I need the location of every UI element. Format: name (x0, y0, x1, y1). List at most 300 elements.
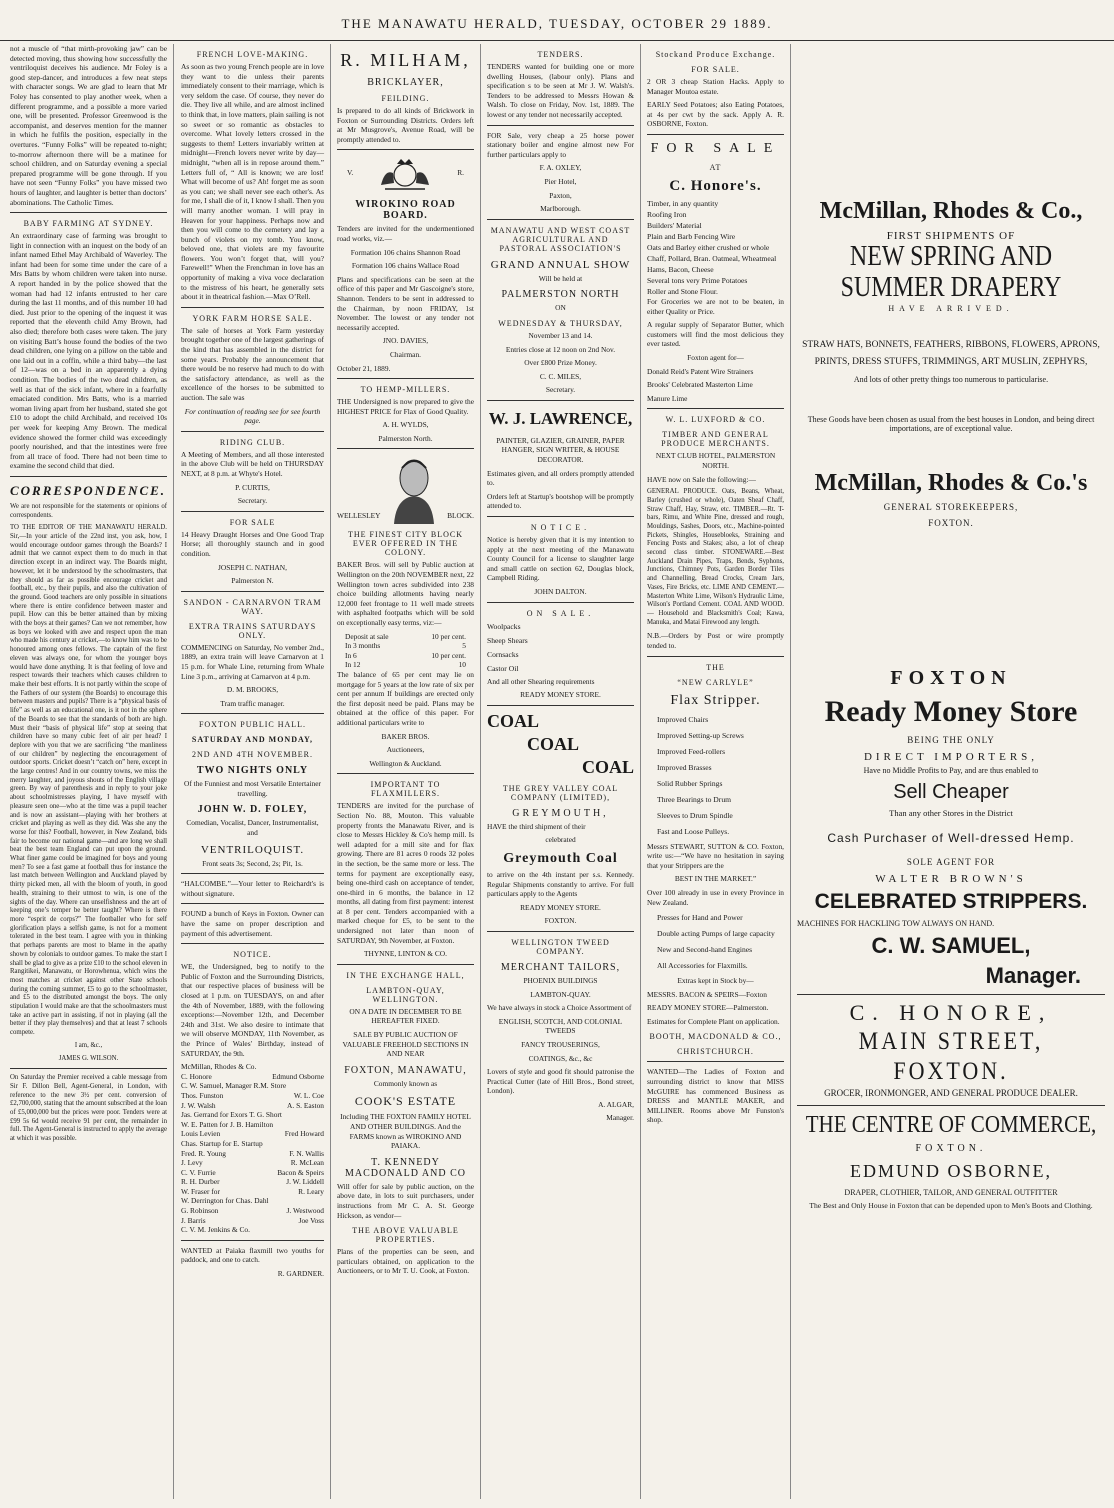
signatory-row (181, 1120, 324, 1130)
newspaper-title: THE MANAWATU HERALD, TUESDAY, OCTOBER 29 1889. (341, 16, 773, 31)
signatory-row (181, 1216, 324, 1226)
ad-wire-strainers: Donald Reid's Patent Wire Strainers (647, 366, 754, 376)
ad-wirokino-details: Plans and specifications can be seen at the office of this paper and Mr Gascoigne's store, Shannon. Tenders to be sent in addressed to the Chairman, by noon FRIDAY, 1st November. The lowest or any tender not necessarily accepted. (337, 274, 474, 332)
ad-wanted-ladies: WANTED—The Ladies of Foxton and surrounding district to know that MISS McGUIRE has commenced Business as DRESS and MANTLE MAKER, and MILLINER. Rooms above Mr Funston's shop. (647, 1067, 784, 1125)
heading-bricklayer: BRICKLAYER, (367, 77, 444, 88)
signatory-name: J. Levy (181, 1158, 203, 1168)
divider (181, 1240, 324, 1241)
ad-date: October 21, 1889. (337, 363, 391, 373)
heading-luxford: W. L. LUXFORD & CO. (665, 415, 766, 425)
terms-row (337, 651, 474, 661)
ad-known-as: Commonly known as (373, 1078, 438, 1088)
ad-wirokino-work-2: Formation 106 chains Wallace Road (351, 261, 460, 271)
ad-will-offer: Will offer for sale by public auction, on the above date, in lots to suit purchasers, under instructions from Mr C. A. St. George Hickson, as vendor— (337, 1181, 474, 1220)
ad-signature-title: Secretary. (545, 385, 576, 395)
coal-heading-1: COAL (487, 710, 540, 731)
divider (487, 602, 634, 603)
ad-signature-place: Wellington & Auckland. (369, 758, 442, 768)
signatory-row (181, 1072, 324, 1082)
terms-row (337, 632, 474, 642)
ad-than-any: Than any other Stores in the District (889, 808, 1013, 819)
heading-foxton: FOXTON. (928, 517, 974, 528)
ad-tweeds: ENGLISH, SCOTCH, AND COLONIAL TWEEDS (498, 1016, 623, 1036)
divider (337, 378, 474, 379)
stripper-feature: Sleeves to Drum Spindle (657, 810, 733, 820)
ad-signature-title: Palmerston N. (231, 576, 274, 586)
ad-signature-title: Manager. (606, 1113, 634, 1123)
divider (181, 307, 324, 308)
heading-notice: NOTICE. (233, 950, 272, 960)
heading-grey-valley: THE GREY VALLEY COAL COMPANY (LIMITED), (502, 783, 619, 802)
divider (337, 448, 474, 449)
ad-signature-line: Paxton, (549, 190, 572, 200)
signatory-name: C. V. M. Jenkins & Co. (181, 1225, 250, 1235)
honore-stock-list (647, 198, 784, 297)
signatory-row (181, 1149, 324, 1159)
stock-item: Builders' Material (647, 220, 702, 230)
signatory-name: J. W. Walsh (181, 1100, 216, 1110)
ad-seed-potatoes: EARLY Seed Potatoes; also Eating Potatoes, at 4s per cwt by the sack. Apply A. R. OSBORNE, Foxton. (647, 100, 784, 129)
ad-signature-line: Marlborough. (540, 204, 581, 214)
column-2 (175, 44, 331, 1499)
heading-palmerston: PALMERSTON NORTH (501, 289, 620, 301)
terms-cell: In 12 (345, 660, 361, 670)
royal-crest-row (337, 155, 474, 193)
heading-york-farm: YORK FARM HORSE SALE. (192, 313, 313, 323)
heading-foxton: FOXTON. (915, 1142, 987, 1154)
heading-sell-cheaper: Sell Cheaper (893, 781, 1009, 804)
signatory-name: Joe Voss (298, 1215, 324, 1225)
stock-item: Oats and Barley either crushed or whole (647, 242, 770, 252)
ad-drapery-source: These Goods have been chosen as usual from the best houses in London, and being direct importations, are of exceptional value. (807, 414, 1095, 434)
divider (487, 400, 634, 401)
terms-cell: In 3 months (345, 641, 381, 651)
ad-signature-title: Auctioneers, (386, 745, 425, 755)
ad-butter: A regular supply of Separator Butter, which customers will find the most delicious they ever tasted. (647, 320, 784, 349)
signatory-row (181, 1062, 324, 1072)
ad-practical-cutter: Lovers of style and good fit should patronise the Practical Cutter (late of Hill Bros., Bond street, London). (487, 1067, 634, 1096)
ad-plans: Plans of the properties can be seen, and particulars obtained, on application to the Auctioneers, or to Mr T. U. Cook, at Foxton. (337, 1247, 474, 1276)
signatory-name: Jas. Gerrand for Exors T. G. Short (181, 1110, 282, 1120)
heading-main-street: MAIN STREET, FOXTON. (858, 1025, 1044, 1085)
heading-foxton-manawatu: FOXTON, MANAWATU, (344, 1064, 467, 1076)
heading-timber-merchants: TIMBER AND GENERAL PRODUCE MERCHANTS. (661, 430, 770, 449)
signatory-name: Chas. Startup for E. Startup (181, 1138, 263, 1148)
heading-milham: R. MILHAM, (340, 50, 471, 70)
heading-tenders: TENDERS. (537, 50, 584, 59)
heading-greymouth: GREYMOUTH, (512, 807, 609, 819)
heading-cooks-estate: COOK'S ESTATE (354, 1094, 457, 1109)
ad-bricklayer: Is prepared to do all kinds of Brickwork in Foxton or Surrounding Districts. Orders left at Mr Musgrove's, Avenue Road, will be promptly attended to. (337, 106, 474, 144)
portrait-caption-right: BLOCK. (447, 510, 474, 520)
ad-including: Including THE FOXTON FAMILY HOTEL AND OTHER BUILDINGS. And the FARMS known as WIROKINO AND PAIAKA. (340, 1112, 471, 1151)
stock-item: Roofing Iron (647, 209, 687, 219)
divider (181, 873, 324, 874)
heading-honores: C. Honore's. (669, 177, 762, 194)
heading-ready-money-store: Ready Money Store (824, 694, 1078, 728)
heading-dates-sub: 2ND AND 4TH NOVEMBER. (192, 750, 313, 760)
heading-riding-club: RIDING CLUB. (219, 437, 286, 447)
coal-heading-2: COAL (527, 733, 580, 754)
terms-cell: Deposit at sale (345, 631, 389, 641)
ad-signature: JOHN DALTON. (534, 587, 587, 596)
stripper-feature: Fast and Loose Pulleys. (657, 826, 730, 836)
heading-mcmillan-rhodes-co: McMillan, Rhodes & Co.'s (814, 469, 1088, 496)
terms-cell: 5 (462, 641, 466, 651)
ad-date-december: ON A DATE IN DECEMBER TO BE HEREAFTER FIXED. (349, 1006, 462, 1026)
ad-signature-title: Chairman. (390, 349, 421, 359)
heading-correspondence: CORRESPONDENCE. (10, 482, 167, 498)
ad-signature: P. CURTIS, (235, 482, 270, 492)
signatory-row (181, 1091, 324, 1101)
notice-half-holiday: WE, the Undersigned, beg to notify to the Public of Foxton and the Surrounding Districts, that our respective places of business will be closed at 1 p.m. on TUESDAYS, on and after the 4th of November, 1889, with the following exceptions:—November 12th, and December 24th and 31st. We also desire to intimate that we will observe MONDAY, 11th November, as the Prince of Wales' Birthday, instead of SATURDAY, the 9th. (181, 962, 324, 1058)
heading-christchurch: CHRISTCHURCH. (677, 1047, 754, 1057)
press-item: All Accessories for Flaxmills. (657, 961, 748, 971)
heading-performer: JOHN W. D. FOLEY, (197, 804, 308, 816)
heading-public-hall: FOXTON PUBLIC HALL. (198, 720, 307, 730)
heading-at: AT (709, 162, 722, 172)
signatory-row (181, 1129, 324, 1139)
heading-finest-block: THE FINEST CITY BLOCK EVER OFFERED IN THE COLONY. (348, 530, 463, 558)
divider (797, 1105, 1105, 1106)
ad-prize-money: Over £800 Prize Money. (524, 358, 597, 368)
heading-booth-macdonald: BOOTH, MACDONALD & CO., (649, 1032, 782, 1042)
heading-walter-brown: WALTER BROWN'S (875, 872, 1027, 885)
column-3 (331, 44, 481, 1499)
divider (487, 125, 634, 126)
heading-edmund-osborne: EDMUND OSBORNE, (849, 1160, 1052, 1181)
ad-testimonial: Messrs STEWART, SUTTON & CO. Foxton, write us:—“We have no hesitation in saying that your Strippers are the (647, 841, 784, 870)
heading-greymouth-coal: Greymouth Coal (503, 850, 618, 866)
signatory-row (181, 1168, 324, 1178)
ad-signature: R. GARDNER. (277, 1269, 324, 1279)
heading-sole-agent: SOLE AGENT FOR (906, 856, 996, 867)
royal-crest-icon (375, 155, 435, 193)
ad-best-in-market: BEST IN THE MARKET.” (674, 874, 757, 884)
ad-signature: JOSEPH C. NATHAN, (218, 562, 287, 572)
ad-ready-money-palmerston: READY MONEY STORE—Palmerston. (647, 1003, 769, 1013)
divider (181, 713, 324, 714)
signatory-row (181, 1206, 324, 1216)
divider (487, 931, 634, 932)
ad-tenders-houses: TENDERS wanted for building one or more dwelling Houses, (labour only). Plans and specification s to be seen at Mr J. W. Walsh's. Tenders to be addressed to Messrs Howan & Walsh. To close on Friday, Nov. 1st, 1889. The lowest or any tender not necessarily accepted. (487, 62, 634, 119)
ad-signature: BAKER BROS. (381, 731, 430, 741)
ad-horses: 14 Heavy Draught Horses and One Good Trap Horse; all thoroughly staunch and in good condition. (181, 529, 324, 558)
terms-row (337, 641, 474, 651)
on-sale-item: Sheep Shears (487, 635, 528, 645)
signatory-name: Fred Howard (284, 1129, 324, 1139)
ad-baker-terms: The balance of 65 per cent may lie on mortgage for 5 years at the low rate of six per cent per annum If buildings are erected only the first deposit need be paid. Plans may be obtained at the office of this paper. For additional particulars write to (337, 670, 474, 727)
heading-first-shipments: FIRST SHIPMENTS OF (886, 230, 1016, 242)
ad-shearing: And all other Shearing requirements (487, 676, 595, 686)
ad-prices: Front seats 3s; Second, 2s; Pit, 1s. (202, 858, 303, 868)
signatory-name: W. E. Patten for J. B. Hamilton (181, 1119, 274, 1129)
terms-cell: 10 per cent. (431, 650, 466, 660)
heading-dates: SATURDAY AND MONDAY, (191, 735, 314, 745)
letter-signature: JAMES G. WILSON. (58, 1054, 119, 1062)
ad-sale-by-auction: SALE BY PUBLIC AUCTION OF VALUABLE FREEHOLD SECTIONS IN AND NEAR (342, 1030, 469, 1059)
terms-cell: 10 (458, 660, 466, 670)
divider (337, 964, 474, 965)
ad-lawrence-orders: Orders left at Startup's bootshop will be promptly attended to. (487, 491, 634, 511)
stripper-feature: Three Bearings to Drum (657, 794, 732, 804)
ad-riding-club: A Meeting of Members, and all those interested in the above Club will be held on THURSDAY NEXT, at 8 p.m. at Whyte's Hotel. (181, 449, 324, 478)
signatory-name: F. N. Wallis (289, 1148, 324, 1158)
ad-third-shipment: HAVE the third shipment of their (487, 821, 586, 831)
letter-outdoor-games: TO THE EDITOR OF THE MANAWATU HERALD. Sir,—In your article of the 22nd inst, you ask, how, I would encourage outdoor games through the Boards? I admit that we cannot expect them to do much in that direction except in an indirect way. The Boards might, however, let it be understood by the schoolmasters, that they should as far as possible encourage cricket and football, etc., by their pupils, and also the cultivation of the ground. Good teachers are only possible in situations where there is entire confidence between master and pupil. How can this be better attained than by mixing with the boys at their games? Can we not remember, how as boys we looked with awe and respect upon the man who made his century at cricket,—to know him was to be honoured among ones fellows. The captain of the first eleven was always one, for whom the younger boys would have done anything. It is that feeling of love and respect towards their teachers which causes children to make their best efforts. It is not partly within the scope of the Fathers of our system (the Boards) to encourage this between masters and pupils? There is a “physical basis of life” as well as an educational one, is it not in the sphere of the Boards to see that the standards of both are high. Must their “basis of physical life” stop at seeing that children have so many cubic feet of air per head? I deplore with you that we are sacrificing “the manliness of our children” by neglecting the encouragement of outdoor sports. Cricket doesn’t “catch on” here, except in the large centres! And in our country towns, we miss the merry laughter, and joyous shouts of the English village green. By way of parenthesis and in reply to your joke about schoolmistresses playing, I have myself with pleasure seen one—who at the time was a pupil teacher and is now an assistant—playing with her brothers at cricket and playing as well as they did. Was she any the worse for this? Football, however, in New Zealand, bids fair to become our national game—and are long we shall beat the best team England can put upon the ground. What finer game could be imagined for boys and young men? To see a fast game at football thus for instance the last match between Wellington and Auckland played by thirty picked men, all with the bloom of youth, in good health, straining to their utmost to win, is one of the sights of the day. Where can unselfishness and the art of keeping one’s temper be better taught? Where is there more “esprit de corps?” The footballer who for self glorification plays a selfish game, is not for a moment tolerated in the best team. I agree with you in thinking that perhaps parents are most to blame in the apathy shown by colonials to outdoor games. To make the start I shall be glad to give as a prize £10 to the school eleven in Rangitikei, Manawatu, or Horowhenua, which wins the most matches at cricket against other State schools during the coming summer, £5 to go to the schoolmaster, and £5 to the distributed amongst the boys. The only stipulation I would make are that the schoolmasters must take an active part in assisting, if not in playing (all the better if they play themselves) and that at least 7 schools compete. (10, 524, 167, 1037)
heading-have-arrived: HAVE ARRIVED. (888, 304, 1014, 313)
heading-merchant-tailors: MERCHANT TAILORS, (500, 961, 621, 973)
signatory-name: Thos. Funston (181, 1090, 224, 1100)
heading-wellington-tweed: WELLINGTON TWEED COMPANY. (511, 937, 610, 956)
ad-station-hacks: 2 OR 3 cheap Station Hacks. Apply to Manager Moutoa estate. (647, 77, 784, 96)
terms-row (337, 660, 474, 670)
heading-wirokino: WIROKINO ROAD BOARD. (355, 199, 456, 222)
ad-entries-close: Entries close at 12 noon on 2nd Nov. (505, 344, 616, 354)
divider (10, 212, 167, 213)
letter-signoff: I am, &c., (74, 1041, 103, 1049)
ad-lime: Brooks' Celebrated Masterton Lime (647, 380, 753, 390)
heading-being-the-only: BEING THE ONLY (907, 734, 995, 745)
ad-wirokino-work-1: Formation 106 chains Shannon Road (350, 247, 461, 257)
signatory-row (181, 1081, 324, 1091)
stripper-feature: Improved Chairs (657, 714, 709, 724)
ad-wirokino-intro: Tenders are invited for the undermentioned road works, viz.— (337, 224, 474, 243)
ad-wanted-youths: WANTED at Paiaka flaxmill two youths for paddock, and one to catch. (181, 1245, 324, 1265)
ad-lawrence-estimates: Estimates given, and all orders promptly attended to. (487, 468, 634, 488)
ad-manure: Manure Lime (647, 393, 688, 403)
on-sale-item: Castor Oil (487, 663, 519, 673)
divider (647, 1061, 784, 1062)
ad-signature: A. H. WYLDS, (382, 420, 429, 430)
article-baby-farming: An extraordinary case of farming was brought to light in connection with an inquest on the body of an infant named Ethel May Archibald of Waverley. The infant had been for some time under the care of a Mrs Batts by whom children were taken into nurse. A report handed in by the police showed that the woman had had 12 infants entrusted to her care during the last 11 months, and of this number 10 had died. Just prior to the opening of the inquest it was reported that the eleventh child Amy Brown, had also died; therefore both cases were taken. The jury on visiting Batt’s house found the bodies of the two dead children, one lying on a pillow on the table and one laid out in a coffin, while a third baby—the last of 12—was on a bed in an apparently a dying condition. The bodies of the two dead children, as well as that of the sick infant, where in a fearfully emaciated condition. Mrs Batts, who is a married woman living apart from her husband, stated she got £10 to adopt the child Archibald, and received 10s per week for keeping Amy Brown. The medical evidence showed the former child was exceedingly poorly nourished, and that the intestines were free from all trace of food. There had not been time to examine the second child that died. (10, 231, 167, 471)
terms-cell: In 6 (345, 650, 357, 660)
notice-slaughter: Notice is hereby given that it is my intention to apply at the next meeting of the Manawatu County Council for a license to slaughter large and small cattle on section 62, Douglas block, Campbell Riding. (487, 535, 634, 583)
ad-signature: A. ALGAR, (598, 1099, 634, 1109)
ad-phoenix: PHOENIX BUILDINGS (523, 975, 598, 985)
heading-on-sale: ON SALE. (526, 608, 595, 618)
signatory-name: Fred. R. Young (181, 1148, 226, 1158)
ad-lawrence-trades: PAINTER, GLAZIER, GRAINER, PAPER HANGER, SIGN WRITER, & HOUSE DECORATOR. (496, 435, 625, 465)
signatory-name: R. Leary (298, 1186, 324, 1196)
masthead (0, 0, 1114, 41)
signatory-name: C. W. Samuel, Manager R.M. Store (181, 1081, 287, 1091)
ad-grocer: GROCER, IRONMONGER, AND GENERAL PRODUCE DEALER. (824, 1087, 1078, 1098)
signatory-name: J. Westwood (286, 1206, 324, 1216)
column-5 (641, 44, 791, 1499)
heading-flax-stripper: Flax Stripper. (670, 692, 761, 708)
press-item: Presses for Hand and Power (657, 913, 743, 923)
signatory-name: Louis Levien (181, 1129, 221, 1139)
coal-heading-3: COAL (581, 756, 634, 777)
presses-list (647, 912, 784, 971)
ad-baker-bros: BAKER Bros. will sell by Public auction at Wellington on the 20th NOVEMBER next, 22 Wellington town acres subdivided into 238 choice building allotments having nearly 12,000 feet frontage to 11 well made streets with asphalted footpaths which will be sold on exceptionally easy terms, viz:— (337, 560, 474, 628)
ad-drapery-items: STRAW HATS, BONNETS, FEATHERS, RIBBONS, FLOWERS, APRONS, PRINTS, DRESS STUFFS, TRIMMINGS, ART MUSLIN, ZEPHYRS, (802, 340, 1100, 367)
stock-item: Roller and Stone Flour. (647, 286, 718, 296)
article-york-farm: The sale of horses at York Farm yesterday brought together one of the largest gatherings of the kind that has assembled in the district for some years. Probably the announcement that there would be no reserve had much to do with the satisfactory attendance, as well as the excellence of the horses to be submitted to auction. The sale was (181, 325, 324, 402)
ad-signature-title: Tram traffic manager. (220, 698, 285, 708)
signatory-row (181, 1110, 324, 1120)
heading-ventriloquist: VENTRILOQUIST. (200, 843, 305, 856)
ad-will-be-held: Will be held at (538, 273, 583, 283)
heading-kennedy-macdonald: T. KENNEDY MACDONALD AND CO (344, 1156, 466, 1179)
ad-middle-profits: Have no Middle Profits to Pay, and are thus enabled to (863, 765, 1039, 775)
ad-foxton: FOXTON. (544, 916, 577, 926)
stripper-feature: Improved Setting-up Screws (657, 730, 744, 740)
ad-draper: DRAPER, CLOTHIER, TAILOR, AND GENERAL OUTFITTER (844, 1187, 1058, 1197)
ad-best-house: The Best and Only House in Foxton that can be depended upon to Men's Boots and Clothing. (809, 1201, 1093, 1211)
stock-item: Plain and Barb Fencing Wire (647, 231, 736, 241)
stripper-features-list (647, 714, 784, 837)
ad-assortment: We have always in stock a Choice Assortment of (487, 1003, 632, 1013)
ad-show-dates: November 13 and 14. (528, 330, 593, 340)
crest-letter-v: V. (347, 167, 354, 177)
heading-celebrated-strippers: CELEBRATED STRIPPERS. (814, 889, 1088, 913)
ad-bacon-speirs: MESSRS. BACON & SPEIRS—Foxton (647, 989, 767, 999)
heading-manager: Manager. (985, 962, 1081, 988)
ad-produce-list: GENERAL PRODUCE. Oats, Beans, Wheat, Barley (crushed or whole), Oaten Sheaf Chaff, Straw Chaff, Hay, Straw, etc. TIMBER.—Rt. T-bars, Rimu, and White Pine, dressed and rough, Mouldings, Sashes, Doors, etc., Machine-pointed Pickets, Shingles, Housebloeks, Straining and Fencing Posts and Stakes; also, a lot of cheap second class timber. STONEWARE.—Best Auckland Drain Pipes, Traps, Bends, Syphons, Junctions, Chimney Pots, Garden Border Tiles and Channelling, Bread Crocks, Cream Jars, Vases, Fire Bricks, etc. LIME AND CEMENT.—Masterton White Lime, Wilson's Hydraulic Lime, Wilson's Portland Cement. COAL AND WOOD.— Household and Blacksmith's Coal; Kawa, Manuka, and Matai Firewood any length. (647, 488, 784, 626)
ad-section-88: TENDERS are invited for the purchase of Section No. 88, Mouton. This valuable property fronts the Manawatu River, and is close to Messrs Hickley & Co's hemp mill. Is well adapted for a mill site and for flax growing. There are 81 acres 0 roods 32 poles in the section, be the same more or less. The terms for payment are exceptionally easy, being one-third cash on acceptance of tender, one-third in 6 months, the balance in 12 months, all dating from first payment: interest at 8 per cent. Tenders accompanied with a marked cheque for £5, to be sent to the undersigned not later than noon of SATURDAY, 9th November, at Foxton. (337, 801, 474, 945)
stripper-feature: Improved Brasses (657, 762, 712, 772)
signatory-row (181, 1196, 324, 1206)
heading-for-sale: FOR SALE. (691, 65, 740, 74)
heading-lawrence: W. J. LAWRENCE, (488, 408, 633, 428)
ad-signature: JNO. DAVIES, (382, 336, 429, 346)
on-sale-item: Woolpacks (487, 621, 521, 631)
ad-on-sale: HAVE now on Sale the following:— (647, 474, 756, 484)
ad-signature: THYNNE, LINTON & CO. (363, 949, 447, 959)
signatory-name: W. Derrington for Chas. Dahl (181, 1196, 269, 1206)
crest-letter-r: R. (457, 167, 464, 177)
heading-new-carlyle: “NEW CARLYLE” (677, 677, 754, 687)
article-french-love: As soon as two young French people are in love they want to die unless their parents immediately consent to their marriage, which is very seldom the case. Of course, they never do die. They live all while, and are almost inclined to think that, in love matters, plain sailing is not so sweet or so romantic as obstacles to overcome. What lovely letters crossed in the suggests to them! Letters invariably written at midnight—French lovers never write by day—midnight, “when all is in repose around them.” Letters full of, “ All is known; we are lost! What will become of us? Ah! forget me as soon as you can; we shall never see each other's. As for me, I shall die of it, I know I shall. Then you will marry another woman. I will pray in Heaven for your happiness. Perhaps now and then you will come to the cemetery and lay a bunch of violets on my tomb. You know, beloved one, that violets are my favourite flowers. You won’t forget that, will you? Farewell!” When the Frenchman in love has an opportunity of making a viva voce declaration to the mistress of his heart, he generally sets about it in theatrical fashion.—Max O’Rell. (181, 62, 324, 302)
ad-agent-for: Foxton agent for— (687, 352, 744, 362)
heading-french-love: FRENCH LOVE-MAKING. (196, 50, 309, 59)
signatory-list (181, 1062, 324, 1235)
terms-cell: 10 per cent. (431, 631, 466, 641)
divider (487, 219, 634, 220)
divider (647, 408, 784, 409)
divider (337, 149, 474, 150)
heading-spring-drapery: NEW SPRING AND SUMMER DRAPERY (840, 240, 1062, 304)
signatory-name: R. McLean (290, 1158, 324, 1168)
signatory-name: W. L. Coe (293, 1090, 324, 1100)
divider (647, 656, 784, 657)
heading-grand-show: GRAND ANNUAL SHOW (490, 258, 631, 271)
notice-found-keys: FOUND a bunch of Keys in Foxton. Owner can have the same on proper description and payment of this advertisement. (181, 909, 324, 938)
signatory-name: C. Honore (181, 1071, 212, 1081)
ad-trouserings: FANCY TROUSERINGS, (521, 1039, 600, 1049)
ad-on: ON (555, 303, 566, 313)
heading-cw-samuel: C. W. SAMUEL, (871, 932, 1031, 958)
heading-stock-exchange: Stockand Produce Exchange. (655, 50, 776, 59)
wellesley-portrait-icon (386, 454, 442, 524)
heading-for-sale-honore: FOR SALE (650, 140, 781, 156)
divider (181, 511, 324, 512)
column-6 (791, 44, 1111, 1499)
press-item: Double acting Pumps of large capacity (657, 929, 775, 939)
heading-two-nights: TWO NIGHTS ONLY (196, 765, 309, 777)
ad-drapery-more: And lots of other pretty things too numerous to particularise. (853, 375, 1049, 384)
spacer (797, 531, 1105, 661)
heading-c-honore: C. HONORE, (849, 999, 1053, 1025)
ad-tramway: COMMENCING on Saturday, No vember 2nd., 1889, an extra train will leave Carnarvon at 1 15 p.m. for Whale Line, returning from Whale Line 3 p.m., arriving at Carnarvon at 4 p.m. (181, 642, 324, 681)
ad-signature: C. C. MILES, (539, 371, 582, 381)
heading-foxton-big: FOXTON (890, 666, 1012, 689)
heading-mcmillan-rhodes: McMillan, Rhodes & Co., (819, 198, 1083, 224)
heading-tramway: SANDON - CARNARVON TRAM WAY. (183, 597, 322, 616)
stripper-feature: Improved Feed-rollers (657, 746, 726, 756)
stripper-feature: Solid Rubber Springs (657, 778, 723, 788)
divider (10, 476, 167, 477)
signatory-name: J. Barris (181, 1215, 206, 1225)
divider (647, 134, 784, 135)
ad-coatings: COATINGS, &c., &c (528, 1053, 593, 1063)
ad-over-100: Over 100 already in use in every Province in New Zealand. (647, 887, 784, 907)
press-item: New and Second-hand Engines (657, 945, 753, 955)
heading-the: THE (706, 662, 725, 672)
signatory-name: McMillan, Rhodes & Co. (181, 1062, 257, 1072)
divider (10, 1068, 167, 1069)
divider (487, 516, 634, 517)
divider (487, 705, 634, 706)
ad-signature-title: Secretary. (237, 496, 268, 506)
spacer (797, 44, 1105, 194)
ad-ready-money: READY MONEY STORE. (520, 690, 601, 700)
ad-lambton-quay: LAMBTON-QUAY. (530, 989, 591, 999)
heading-feilding: FEILDING. (381, 94, 430, 103)
column-1 (4, 44, 174, 1499)
ad-machines-hackling: MACHINES FOR HACKLING TOW ALWAYS ON HAND. (797, 918, 995, 928)
signatory-name: C. V. Furrie (181, 1167, 216, 1177)
continuation-note: For continuation of reading see for see fourth page. (184, 406, 321, 426)
signatory-name: R. H. Durber (181, 1177, 220, 1187)
heading-for-sale: FOR SALE (229, 517, 276, 527)
signatory-name: G. Robinson (181, 1206, 219, 1216)
heading-centre-of-commerce: THE CENTRE OF COMMERCE, (805, 1109, 1097, 1138)
ad-signature-title: Palmerston North. (378, 433, 433, 443)
signatory-name: Edmund Osborne (272, 1071, 324, 1081)
heading-flaxmillers: IMPORTANT TO FLAXMILLERS. (370, 780, 441, 799)
ad-performer-skills: Comedian, Vocalist, Dancer, Instrumentalist, and (186, 818, 319, 838)
heading-cash-purchaser: Cash Purchaser of Well-dressed Hemp. (827, 830, 1075, 845)
ad-nb: N.B.—Orders by Post or wire promptly tended to. (647, 631, 784, 650)
ad-groceries: For Groceries we are not to be beaten, in either Quality or Price. (647, 296, 784, 316)
ad-hemp-millers: THE Undersigned is now prepared to give the HIGHEST PRICE for Flax of Good Quality. (337, 397, 474, 416)
divider (181, 903, 324, 904)
ad-signature-line: Pier Hotel, (544, 176, 577, 186)
terms-table (337, 632, 474, 670)
correspondence-disclaimer: We are not responsible for the statements or opinions of correspondents. (10, 502, 167, 519)
heading-lambton: LAMBTON-QUAY, WELLINGTON. (366, 985, 445, 1004)
divider (337, 773, 474, 774)
heading-extra-trains: EXTRA TRAINS SATURDAYS ONLY. (188, 621, 317, 640)
heading-exchange-hall: IN THE EXCHANGE HALL, (346, 970, 465, 980)
signatory-row (181, 1139, 324, 1149)
stock-item: Hams, Bacon, Cheese (647, 264, 714, 274)
signatory-name: J. W. Liddell (286, 1177, 324, 1187)
heading-valuable-properties: THE ABOVE VALUABLE PROPERTIES. (352, 1226, 459, 1245)
heading-general-storekeepers: GENERAL STOREKEEPERS, (883, 501, 1019, 512)
ad-ready-money-2: READY MONEY STORE. (520, 902, 601, 912)
stock-item: Chaff, Pollard, Bran. Oatmeal, Wheatmeal (647, 253, 777, 263)
heading-direct-importers: DIRECT IMPORTERS, (863, 750, 1039, 763)
notice-halcombe: “HALCOMBE.”—Your letter to Reichardt's is without signature. (181, 879, 324, 898)
stock-item: Timber, in any quantity (647, 198, 719, 208)
signatory-row (181, 1177, 324, 1187)
ad-estimates: Estimates for Complete Plant on application. (647, 1016, 780, 1026)
ad-coal-arrival: to arrive on the 4th instant per s.s. Kennedy. Regular Shipments constantly to arrive. For full particulars apply to the Agents (487, 869, 634, 899)
